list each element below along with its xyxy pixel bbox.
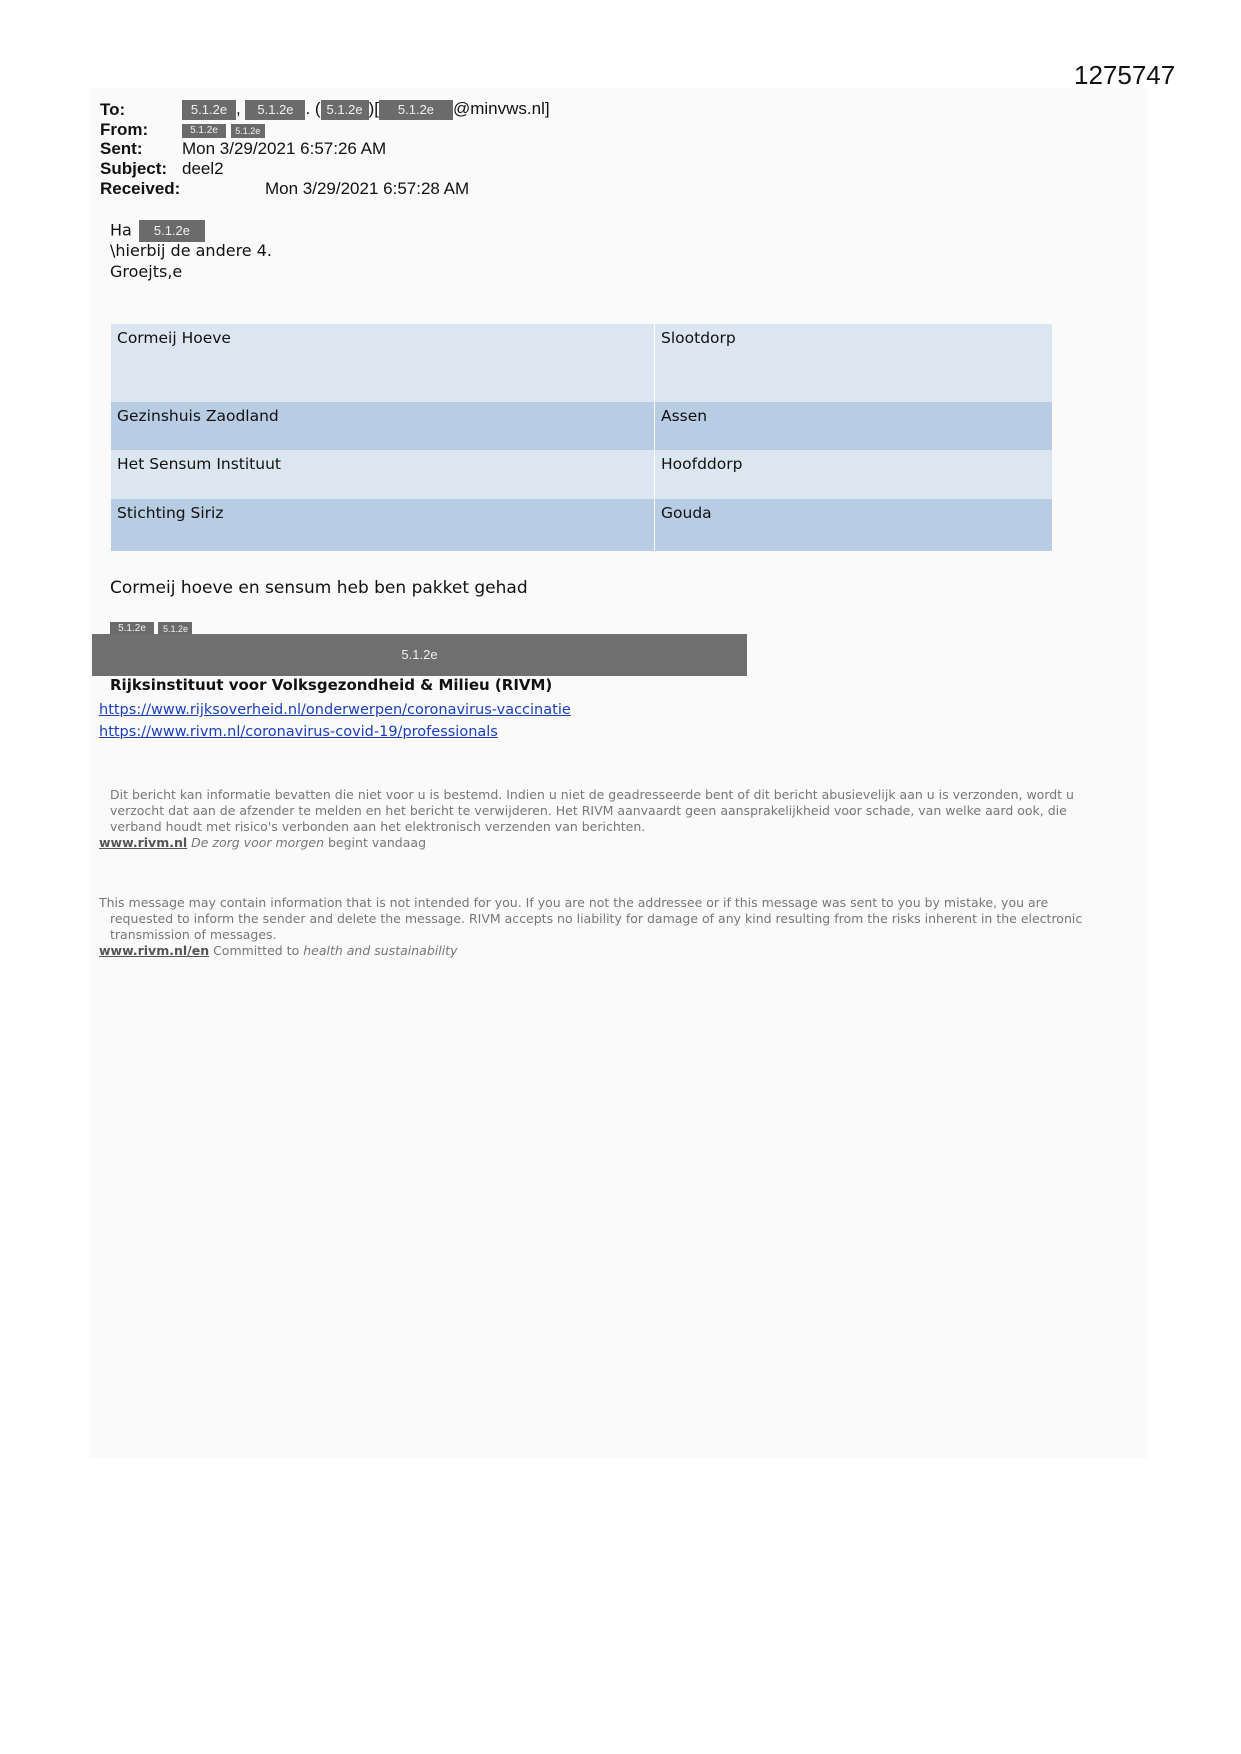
disclaimer-nl-slogan: www.rivm.nl De zorg voor morgen begint vandaag (99, 835, 426, 850)
greeting-line: Ha 5.1.2e (110, 220, 205, 242)
document-number: 1275747 (1074, 60, 1176, 90)
locations-table (111, 324, 1052, 551)
redaction-box: 5.1.2e (321, 100, 369, 120)
body-line-1: \hierbij de andere 4. (110, 241, 272, 260)
table-row (111, 324, 1052, 402)
redaction-box: 5.1.2e (231, 124, 265, 138)
body-line-2: Groejts,e (110, 262, 183, 281)
redaction-box: 5.1.2e (110, 622, 154, 636)
table-cell-name: Cormeij Hoeve (111, 324, 655, 402)
redaction-box: 5.1.2e (182, 100, 236, 120)
table-cell-place: Gouda (655, 499, 1053, 551)
table-cell-place: Slootdorp (655, 324, 1053, 402)
document-page (90, 88, 1148, 1458)
disclaimer-nl-line: Dit bericht kan informatie bevatten die niet voor u is bestemd. Indien u niet de geadresseerde bent of dit bericht abusievelijk aan u is verzonden, wordt u (110, 787, 1074, 802)
table-row (111, 499, 1052, 551)
disclaimer-english (99, 895, 1129, 959)
table-row (111, 402, 1052, 450)
from-value (182, 120, 265, 140)
table-cell-place: Hoofddorp (655, 450, 1053, 499)
to-domain: @minvws.nl] (452, 99, 550, 118)
rivm-en-web-link[interactable]: www.rivm.nl/en (99, 943, 210, 958)
to-value: 5.1.2e , 5.1.2e . ( 5.1.2e )[ 5.1.2e @minvws.nl] (182, 99, 550, 120)
disclaimer-dutch (99, 787, 1129, 851)
rivm-web-link[interactable]: www.rivm.nl (99, 835, 188, 850)
disclaimer-en-slogan: www.rivm.nl/en Committed to health and sustainability (99, 943, 458, 958)
sent-label: Sent: (100, 139, 143, 158)
from-label: From: (100, 120, 149, 139)
signature-org: Rijksinstituut voor Volksgezondheid & Milieu (RIVM) (110, 676, 553, 694)
disclaimer-en-line: requested to inform the sender and delete the message. RIVM accepts no liability for damage of any kind resulting from the risks inherent in the electronic (110, 911, 1083, 926)
redaction-box: 5.1.2e (379, 100, 453, 120)
received-label: Received: (100, 179, 181, 198)
disclaimer-nl-line: verzocht dat aan de afzender te melden en het bericht te verwijderen. Het RIVM aanvaardt geen aansprakelijkheid voor schade, van welke aard ook, die (110, 803, 1067, 818)
table-cell-name: Stichting Siriz (111, 499, 655, 551)
sent-value: Mon 3/29/2021 6:57:26 AM (182, 139, 387, 158)
signature-link-vaccination[interactable]: https://www.rijksoverheid.nl/onderwerpen/coronavirus-vaccinatie (99, 702, 571, 718)
signature-redaction-bar: 5.1.2e (92, 634, 747, 676)
signature-link-professionals[interactable]: https://www.rivm.nl/coronavirus-covid-19/professionals (99, 724, 498, 740)
to-label: To: (100, 100, 126, 119)
redaction-box: 5.1.2e (139, 220, 205, 242)
disclaimer-en-line: This message may contain information that is not intended for you. If you are not the addressee or if this message was sent to you by mistake, you are (99, 895, 1049, 910)
redaction-box: 5.1.2e (158, 622, 192, 636)
subject-value: deel2 (182, 159, 224, 178)
subject-label: Subject: (100, 159, 168, 178)
table-cell-place: Assen (655, 402, 1053, 450)
table-cell-name: Gezinshuis Zaodland (111, 402, 655, 450)
body-note: Cormeij hoeve en sensum heb ben pakket gehad (110, 578, 528, 598)
table-row (111, 450, 1052, 499)
redaction-box: 5.1.2e (182, 124, 226, 138)
disclaimer-nl-line: verband houdt met risico's verbonden aan het elektronisch verzenden van berichten. (110, 819, 646, 834)
table-cell-name: Het Sensum Instituut (111, 450, 655, 499)
received-value: Mon 3/29/2021 6:57:28 AM (265, 179, 470, 198)
disclaimer-en-line: transmission of messages. (110, 927, 277, 942)
redaction-box: 5.1.2e (245, 100, 305, 120)
